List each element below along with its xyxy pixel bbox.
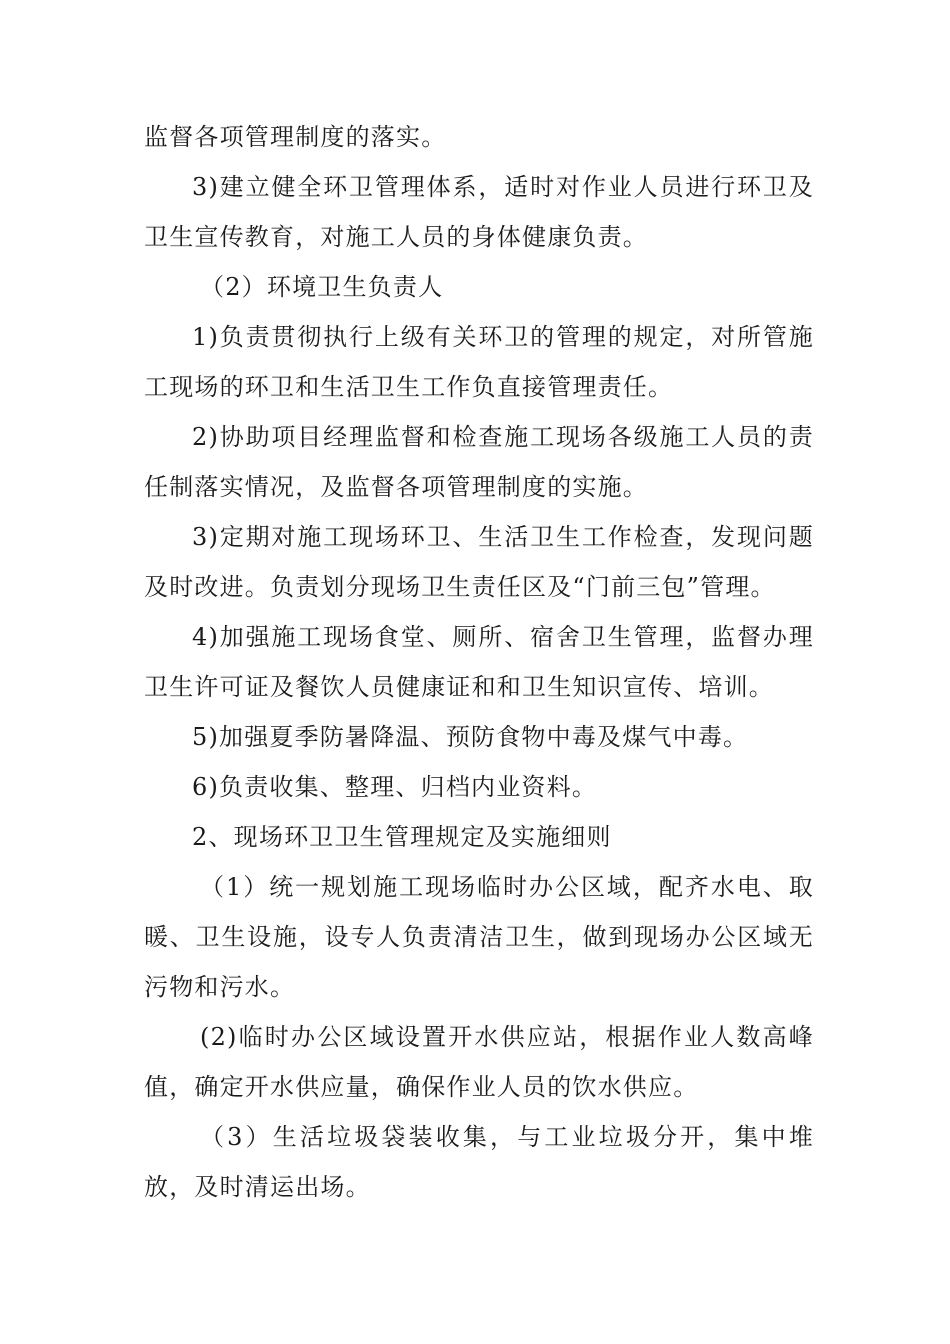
paragraph-item-2-assist: 2)协助项目经理监督和检查施工现场各级施工人员的责任制落实情况，及监督各项管理制度的实施。 bbox=[144, 423, 814, 501]
paragraph-item-3-inspect: 3)定期对施工现场环卫、生活卫生工作检查，发现问题及时改进。负责划分现场卫生责任区及“门前三包”管理。 bbox=[144, 523, 814, 601]
paragraph-rule-1-office: （1）统一规划施工现场临时办公区域，配齐水电、取暖、卫生设施，设专人负责清洁卫生，做到现场办公区域无污物和污水。 bbox=[144, 873, 814, 1001]
paragraph-item-5-summer: 5)加强夏季防暑降温、预防食物中毒及煤气中毒。 bbox=[192, 723, 749, 751]
paragraph-item-3-system: 3)建立健全环卫管理体系，适时对作业人员进行环卫及卫生宣传教育，对施工人员的身体健康负责。 bbox=[144, 173, 814, 251]
paragraph-item-4-canteen: 4)加强施工现场食堂、厕所、宿舍卫生管理，监督办理卫生许可证及餐饮人员健康证和和卫生知识宣传、培训。 bbox=[144, 623, 814, 701]
section-heading-sanitation-lead: （2）环境卫生负责人 bbox=[200, 273, 444, 301]
section-heading-site-rules: 2、现场环卫卫生管理规定及实施细则 bbox=[192, 823, 612, 851]
document-body bbox=[144, 112, 814, 1212]
paragraph-item-6-archive: 6)负责收集、整理、归档内业资料。 bbox=[192, 773, 598, 801]
paragraph-continuation: 监督各项管理制度的落实。 bbox=[144, 123, 447, 151]
paragraph-item-1-implement: 1)负责贯彻执行上级有关环卫的管理的规定，对所管施工现场的环卫和生活卫生工作负直接管理责任。 bbox=[144, 323, 814, 401]
paragraph-rule-2-water: (2)临时办公区域设置开水供应站，根据作业人数高峰值，确定开水供应量，确保作业人员的饮水供应。 bbox=[144, 1023, 814, 1101]
paragraph-rule-3-garbage: （3）生活垃圾袋装收集，与工业垃圾分开，集中堆放，及时清运出场。 bbox=[144, 1123, 814, 1201]
